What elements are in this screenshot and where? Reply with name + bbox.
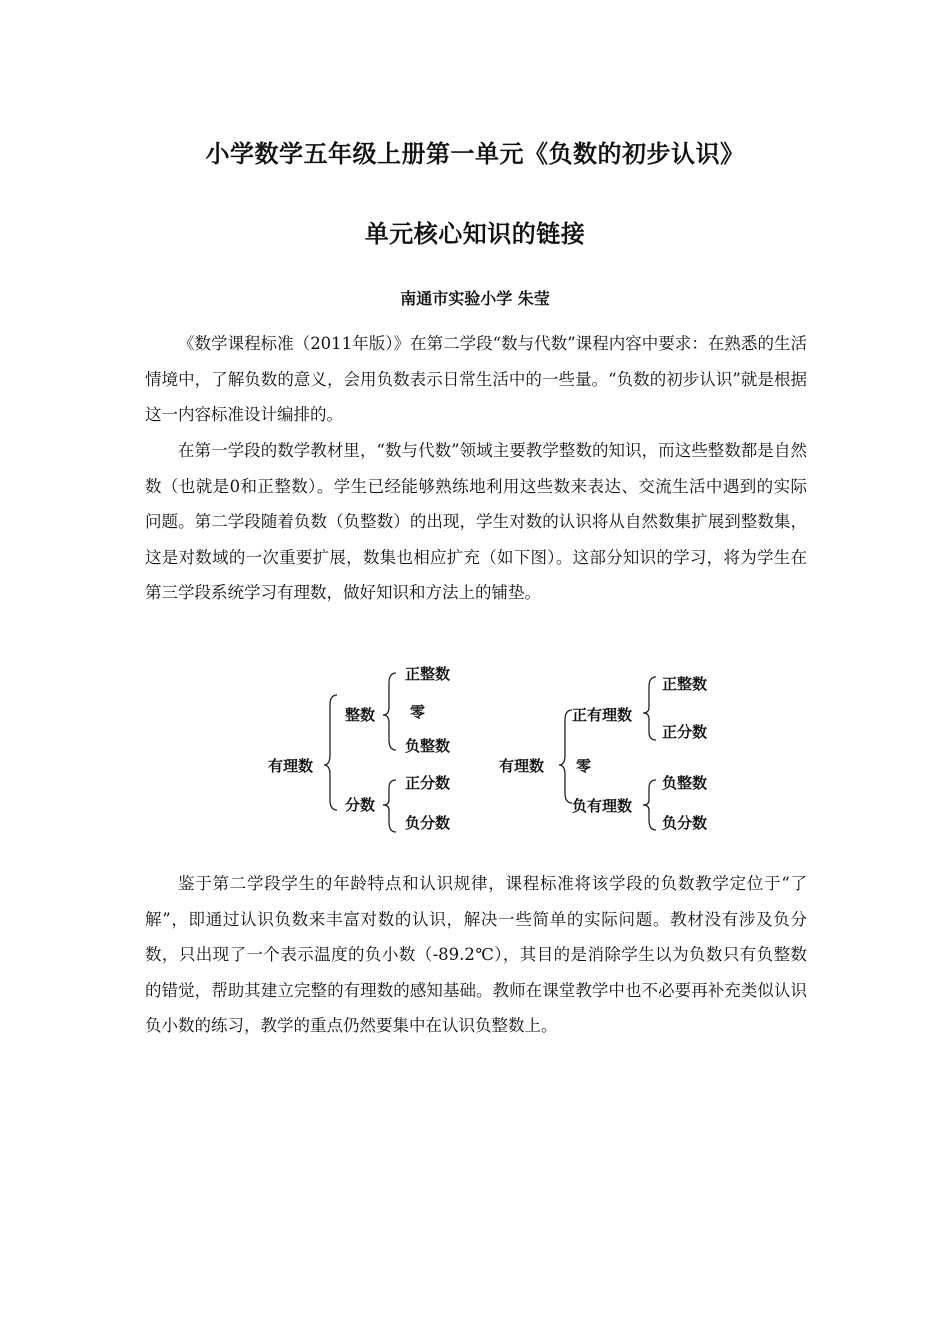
right-root-label: 有理数 — [499, 757, 545, 775]
author-line: 南通市实验小学 朱莹 — [400, 289, 550, 308]
right-negative-integer-label: 负整数 — [662, 774, 708, 792]
left-negative-integer-label: 负整数 — [405, 737, 451, 755]
paragraph-2: 在第一学段的数学教材里，“数与代数”领域主要教学整数的知识，而这些整数都是自然数（也就是0和正整数）。学生已经能够熟练地利用这些数来表达、交流生活中遇到的实际问题。第二学段随着负数（负整数）的出现，学生对数的认识将从自然数集扩展到整数集，这是对数域的一次重要扩展，数集也相应扩充（如下图）。这部分知识的学习，将为学生在第三学段系统学习有理数，做好知识和方法上的铺垫。 — [145, 441, 807, 602]
document-title-line1: 小学数学五年级上册第一单元《负数的初步认识》 — [205, 140, 745, 168]
brace-right-negative — [643, 780, 656, 830]
brace-left-fraction — [383, 780, 396, 832]
right-negative-rational-label: 负有理数 — [572, 797, 633, 815]
left-zero-label: 零 — [410, 703, 426, 721]
brace-right-positive — [643, 677, 656, 740]
left-negative-fraction-label: 负分数 — [405, 814, 451, 832]
right-positive-integer-label: 正整数 — [662, 675, 708, 693]
left-positive-integer-label: 正整数 — [405, 665, 451, 683]
right-positive-fraction-label: 正分数 — [662, 723, 708, 741]
number-classification-diagram — [250, 655, 750, 845]
left-fraction-label: 分数 — [345, 796, 376, 814]
left-integer-label: 整数 — [345, 706, 376, 724]
left-root-label: 有理数 — [268, 757, 314, 775]
left-positive-fraction-label: 正分数 — [405, 774, 451, 792]
document-title-line2: 单元核心知识的链接 — [364, 220, 586, 248]
paragraph-3: 鉴于第二学段学生的年龄特点和认识规律，课程标准将该学段的负数教学定位于“了解”，即通过认识负数来丰富对数的认识，解决一些简单的实际问题。教材没有涉及负分数，只出现了一个表示温度的负小数（-89.2℃），其目的是消除学生以为负数只有负整数的错觉，帮助其建立完整的有理数的感知基础。教师在课堂教学中也不必要再补充类似认识负小数的练习，教学的重点仍然要集中在认识负整数上。 — [145, 874, 807, 1035]
right-zero-label: 零 — [576, 757, 592, 775]
right-positive-rational-label: 正有理数 — [572, 706, 633, 724]
right-negative-fraction-label: 负分数 — [662, 814, 708, 832]
brace-right-root — [559, 710, 572, 803]
brace-left-integer — [383, 673, 396, 750]
brace-left-root — [324, 695, 337, 810]
paragraph-1: 《数学课程标准（2011年版）》在第二学段“数与代数”课程内容中要求：在熟悉的生活情境中，了解负数的意义，会用负数表示日常生活中的一些量。“负数的初步认识”就是根据这一内容标准设计编排的。 — [145, 334, 807, 424]
